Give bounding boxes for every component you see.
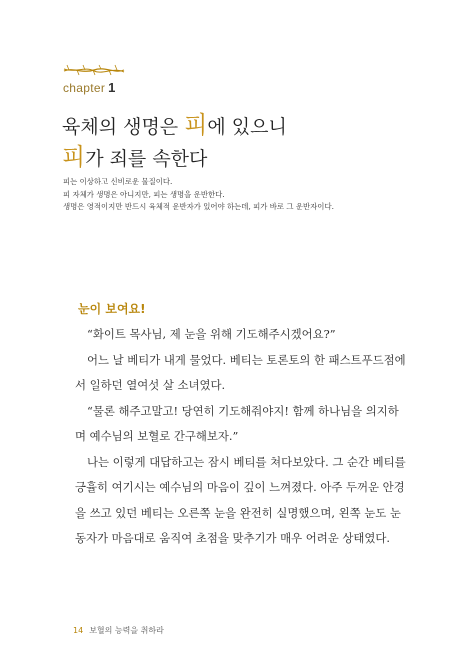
page-number: 14 [73, 626, 84, 635]
title-line2-post: 가 죄를 속한다 [85, 148, 208, 170]
paragraph: 어느 날 베티가 내게 물었다. 베티는 토론토의 한 패스트푸드점에서 일하던 열여섯 살 소녀였다. [75, 352, 406, 392]
paragraph: “물론 해주고말고! 당연히 기도해줘야지! 함께 하나님을 의지하며 예수님의 보혈로 간구해보자.” [75, 403, 399, 443]
intro-line: 피는 이상하고 신비로운 물질이다. [63, 177, 173, 186]
book-title: 보혈의 능력을 취하라 [89, 626, 164, 635]
title-line1-post: 에 있으니 [207, 116, 287, 138]
chapter-intro [63, 176, 334, 214]
intro-line: 생명은 영적이지만 반드시 육체적 운반자가 있어야 하는데, 피가 바로 그 운반자이다. [63, 202, 334, 211]
title-line2-highlight: 피 [62, 143, 86, 171]
chapter-number: 1 [108, 80, 116, 95]
chapter-label [63, 80, 116, 95]
page-footer [73, 625, 164, 636]
intro-line: 피 자체가 생명은 아니지만, 피는 생명을 운반한다. [63, 189, 225, 199]
chapter-word: chapter [63, 81, 106, 95]
paragraph: “화이트 목사님, 제 눈을 위해 기도해주시겠어요?” [87, 327, 336, 341]
crown-of-thorns-ornament [63, 64, 125, 76]
paragraph: 나는 이렇게 대답하고는 잠시 베티를 쳐다보았다. 그 순간 베티를 긍휼히 여기시는 예수님의 마음이 깊이 느껴졌다. 아주 두꺼운 안경을 쓰고 있던 베티는 오른쪽 눈을 완전히 실명했으며, 왼쪽 눈도 눈동자가 마음대로 움직여 초점을 맞추기가 매우 어려운 상태였다. [75, 454, 406, 545]
chapter-title [62, 110, 287, 174]
section-heading: 눈이 보여요! [78, 302, 146, 316]
title-line1-highlight: 피 [184, 111, 208, 139]
title-line1-pre: 육체의 생명은 [62, 116, 185, 138]
body-text [75, 322, 407, 552]
